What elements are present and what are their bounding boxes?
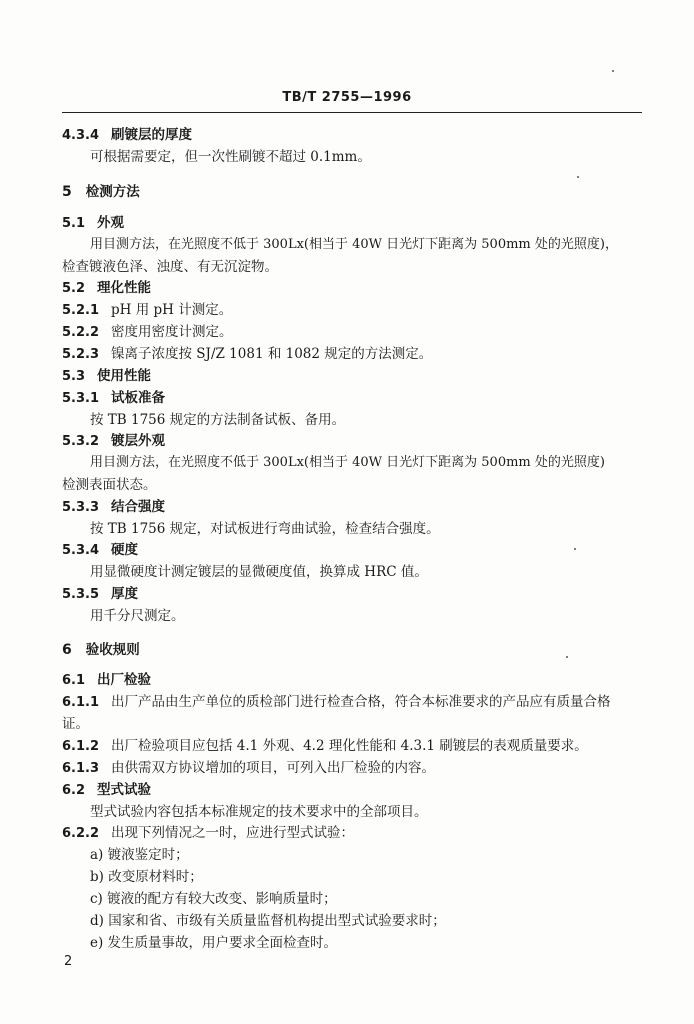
clause-number: 5.3.2 [62,434,100,449]
clause-5-3-3 [62,497,165,518]
clause-number: 6.2 [62,783,86,798]
section-5-heading [62,182,140,202]
clause-title: 外观 [97,215,125,231]
clause-5-2-1 [62,300,232,321]
clause-6-2-2 [62,823,354,844]
header-rule [62,112,642,113]
paragraph-line: 用目测方法，在光照度不低于 300Lx(相当于 40W 日光灯下距离为 500mm 处的光照度) [90,455,605,470]
paragraph-line: 按 TB 1756 规定，对试板进行弯曲试验，检查结合强度。 [90,521,440,537]
clause-title: 结合强度 [111,499,166,515]
paragraph-line: 证。 [62,716,89,732]
clause-number: 6.1.1 [62,695,100,710]
clause-title: 刷镀层的厚度 [111,127,193,143]
paragraph-line: 检测表面状态。 [62,477,157,493]
paragraph-line: 按 TB 1756 规定的方法制备试板、备用。 [90,412,346,428]
paragraph-line: 可根据需要定，但一次性刷镀不超过 0.1mm。 [90,149,371,165]
clause-4-3-4 [62,125,192,146]
standard-code-header: TB/T 2755—1996 [282,90,412,105]
list-item: c) 镀液的配方有较大改变、影响质量时； [90,891,337,907]
section-6-heading [62,640,140,660]
page-number: 2 [64,954,73,969]
clause-6-1-2 [62,736,588,757]
clause-6-1-3 [62,758,435,779]
scan-speck [574,548,576,550]
clause-number: 6.1.3 [62,761,100,776]
clause-6-1-1 [62,692,611,713]
paragraph-line: 检查镀液色泽、浊度、有无沉淀物。 [62,259,278,275]
clause-number: 5.3 [62,369,86,384]
clause-title: 厚度 [111,586,139,602]
list-item: d) 国家和省、市级有关质量监督机构提出型式试验要求时； [90,913,446,929]
clause-5-3-2 [62,431,165,452]
clause-title: 硬度 [111,542,139,558]
clause-number: 5.2.3 [62,347,100,362]
section-title: 验收规则 [85,642,140,658]
paragraph-line: 用显微硬度计测定镀层的显微硬度值，换算成 HRC 值。 [90,564,428,580]
clause-text: 镍离子浓度按 SJ/Z 1081 和 1082 规定的方法测定。 [111,346,433,362]
clause-title: 出厂检验 [97,672,152,688]
clause-number: 5.2 [62,281,86,296]
clause-number: 4.3.4 [62,128,100,143]
clause-number: 6.1 [62,673,86,688]
list-item: a) 镀液鉴定时； [90,847,189,863]
clause-number: 5.1 [62,216,86,231]
section-number: 6 [62,642,72,658]
clause-number: 5.2.1 [62,303,100,318]
clause-text: 出现下列情况之一时，应进行型式试验： [111,825,355,841]
clause-5-3-5 [62,584,138,605]
clause-5-3 [62,366,151,387]
clause-title: 型式试验 [97,782,152,798]
clause-number: 5.3.1 [62,391,100,406]
scan-speck [566,656,568,658]
clause-number: 5.3.3 [62,500,100,515]
list-item: e) 发生质量事故，用户要求全面检查时。 [90,935,338,951]
scan-speck [612,70,614,72]
clause-6-2 [62,780,151,801]
clause-number: 6.1.2 [62,739,100,754]
paragraph-line: 用目测方法，在光照度不低于 300Lx(相当于 40W 日光灯下距离为 500mm 处的光照度)， [90,237,618,252]
list-item: b) 改变原材料时； [90,869,203,885]
clause-6-1 [62,670,151,691]
clause-number: 5.3.5 [62,587,100,602]
clause-title: 使用性能 [97,368,152,384]
clause-title: 镀层外观 [111,433,166,449]
clause-text: 由供需双方协议增加的项目，可列入出厂检验的内容。 [111,760,436,776]
section-title: 检测方法 [85,184,140,200]
clause-title: 试板准备 [111,390,166,406]
clause-5-3-4 [62,540,138,561]
clause-5-1 [62,213,124,234]
paragraph-line: 型式试验内容包括本标准规定的技术要求中的全部项目。 [90,804,428,820]
clause-text: 出厂检验项目应包括 4.1 外观、4.2 理化性能和 4.3.1 刷镀层的表观质量要求。 [111,738,588,754]
clause-text: 密度用密度计测定。 [111,324,233,340]
clause-number: 5.3.4 [62,543,100,558]
clause-5-2-3 [62,344,432,365]
paragraph-line: 用千分尺测定。 [90,608,185,624]
clause-text: 出厂产品由生产单位的质检部门进行检查合格，符合本标准要求的产品应有质量合格 [111,694,611,710]
clause-5-2 [62,278,151,299]
section-number: 5 [62,184,72,200]
clause-5-3-1 [62,388,165,409]
clause-number: 5.2.2 [62,325,100,340]
clause-title: 理化性能 [97,280,152,296]
clause-5-2-2 [62,322,233,343]
clause-number: 6.2.2 [62,826,100,841]
clause-text: pH 用 pH 计测定。 [111,302,233,318]
scan-speck [577,176,579,178]
